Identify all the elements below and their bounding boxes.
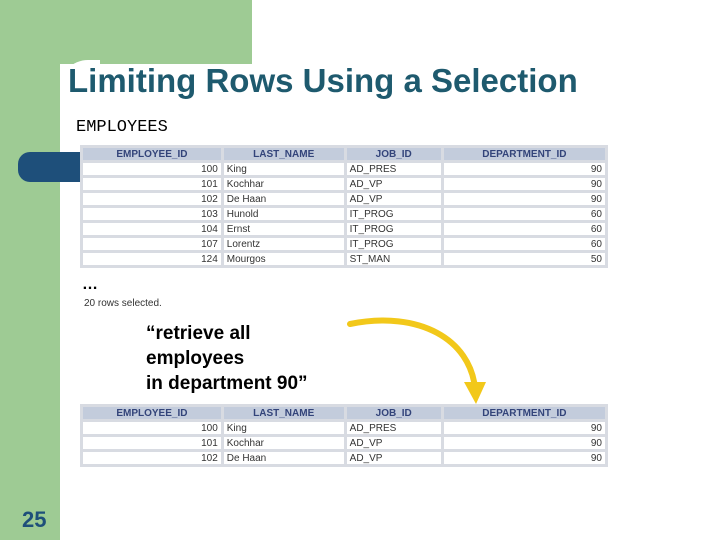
table-cell: 100 <box>83 422 221 434</box>
table-row <box>83 163 605 175</box>
table-cell: IT_PROG <box>347 208 441 220</box>
table-cell: AD_VP <box>347 452 441 464</box>
column-header: JOB_ID <box>347 148 441 160</box>
table-row <box>83 437 605 449</box>
table-row <box>83 178 605 190</box>
table-cell: 102 <box>83 193 221 205</box>
table-cell: AD_PRES <box>347 163 441 175</box>
table-cell: 50 <box>444 253 605 265</box>
table-header-row <box>83 148 605 160</box>
table-cell: 90 <box>444 163 605 175</box>
table-cell: 60 <box>444 238 605 250</box>
table-cell: AD_VP <box>347 437 441 449</box>
table-cell: 60 <box>444 208 605 220</box>
table-cell: AD_VP <box>347 178 441 190</box>
table-cell: IT_PROG <box>347 238 441 250</box>
left-accent-bar <box>0 0 60 540</box>
result-table <box>80 404 608 467</box>
curved-arrow-icon <box>340 310 500 410</box>
quote-line: “retrieve all <box>146 323 251 344</box>
table-header-row <box>83 407 605 419</box>
column-header: EMPLOYEE_ID <box>83 148 221 160</box>
table-cell: King <box>224 163 344 175</box>
table-cell: IT_PROG <box>347 223 441 235</box>
quote-line: employees <box>146 348 245 369</box>
table-cell: Hunold <box>224 208 344 220</box>
table-cell: Ernst <box>224 223 344 235</box>
table-cell: 103 <box>83 208 221 220</box>
table-cell: ST_MAN <box>347 253 441 265</box>
table-cell: AD_VP <box>347 193 441 205</box>
selection-quote <box>146 321 308 396</box>
table-cell: 90 <box>444 452 605 464</box>
table-cell: 101 <box>83 178 221 190</box>
table-cell: Lorentz <box>224 238 344 250</box>
column-header: JOB_ID <box>347 407 441 419</box>
table-cell: 107 <box>83 238 221 250</box>
column-header: DEPARTMENT_ID <box>444 148 605 160</box>
table-cell: 90 <box>444 178 605 190</box>
column-header: LAST_NAME <box>224 407 344 419</box>
table-row <box>83 223 605 235</box>
table-cell: Kochhar <box>224 437 344 449</box>
table-cell: Mourgos <box>224 253 344 265</box>
table-row <box>83 208 605 220</box>
employees-table <box>80 145 608 268</box>
table-cell: 90 <box>444 437 605 449</box>
table-row <box>83 422 605 434</box>
table-cell: 90 <box>444 422 605 434</box>
table-cell: 124 <box>83 253 221 265</box>
table-cell: 100 <box>83 163 221 175</box>
column-header: LAST_NAME <box>224 148 344 160</box>
table-cell: King <box>224 422 344 434</box>
table-name-label: EMPLOYEES <box>76 118 168 137</box>
column-header: DEPARTMENT_ID <box>444 407 605 419</box>
slide-title: Limiting Rows Using a Selection <box>68 62 578 99</box>
table-row <box>83 238 605 250</box>
table-cell: 60 <box>444 223 605 235</box>
table-cell: De Haan <box>224 193 344 205</box>
quote-line: in department 90” <box>146 373 308 394</box>
slide-number: 25 <box>22 507 47 532</box>
table-row <box>83 253 605 265</box>
table-cell: De Haan <box>224 452 344 464</box>
table-cell: AD_PRES <box>347 422 441 434</box>
more-rows-ellipsis: … <box>82 276 100 293</box>
table-cell: 104 <box>83 223 221 235</box>
rows-selected-text: 20 rows selected. <box>84 298 162 309</box>
table-row <box>83 452 605 464</box>
table-cell: 102 <box>83 452 221 464</box>
top-accent-block <box>0 0 252 64</box>
accent-pill <box>18 152 80 182</box>
table-cell: Kochhar <box>224 178 344 190</box>
table-cell: 101 <box>83 437 221 449</box>
column-header: EMPLOYEE_ID <box>83 407 221 419</box>
table-cell: 90 <box>444 193 605 205</box>
table-row <box>83 193 605 205</box>
